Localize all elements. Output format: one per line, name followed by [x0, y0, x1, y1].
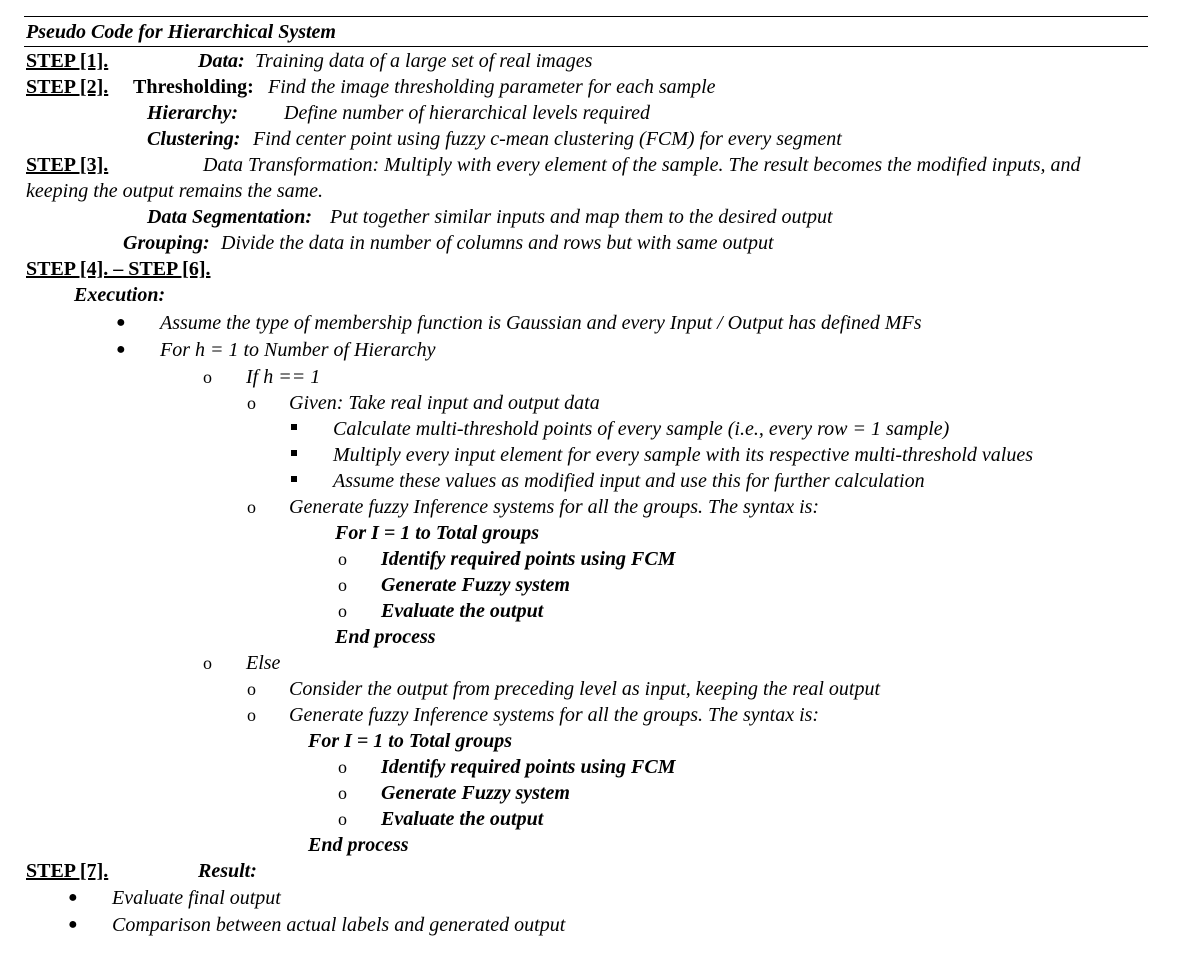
step2-label: STEP [2].: [26, 76, 109, 98]
step3-text-line1: Data Transformation: Multiply with every element of the sample. The result becomes the modified inputs, and: [203, 154, 1081, 176]
hierarchy-key: Hierarchy:: [147, 102, 239, 124]
hierarchy-text: Define number of hierarchical levels required: [284, 102, 651, 124]
given-line: Given: Take real input and output data: [289, 392, 600, 414]
circle-bullet-icon: o: [247, 705, 256, 725]
bullet-icon: ●: [116, 314, 126, 331]
action-generate-1: Generate Fuzzy system: [381, 574, 570, 596]
grouping-key: Grouping:: [123, 232, 210, 254]
bullet-icon: ●: [68, 889, 78, 906]
circle-bullet-icon: o: [338, 783, 347, 803]
clustering-key: Clustering:: [147, 128, 241, 150]
segmentation-text: Put together similar inputs and map them to the desired output: [330, 206, 833, 228]
circle-bullet-icon: o: [247, 497, 256, 517]
bullet-icon: ●: [68, 916, 78, 933]
circle-bullet-icon: o: [338, 601, 347, 621]
clustering-text: Find center point using fuzzy c-mean clustering (FCM) for every segment: [253, 128, 842, 150]
step4-6-label: STEP [4]. – STEP [6].: [26, 258, 211, 280]
segmentation-key: Data Segmentation:: [147, 206, 313, 228]
step2-text: Find the image thresholding parameter for each sample: [268, 76, 716, 98]
given-sub-3: Assume these values as modified input and use this for further calculation: [333, 470, 925, 492]
bullet-icon: ●: [116, 341, 126, 358]
step1-label: STEP [1].: [26, 50, 109, 72]
action-evaluate-1: Evaluate the output: [381, 600, 544, 622]
action-evaluate-2: Evaluate the output: [381, 808, 544, 830]
grouping-text: Divide the data in number of columns and rows but with same output: [221, 232, 774, 254]
execution-key: Execution:: [74, 284, 166, 306]
step1-key: Data:: [198, 50, 245, 72]
circle-bullet-icon: o: [247, 393, 256, 413]
circle-bullet-icon: o: [338, 809, 347, 829]
for-line-1: For I = 1 to Total groups: [335, 522, 540, 544]
step3-label: STEP [3].: [26, 154, 109, 176]
top-rule: [24, 16, 1148, 17]
action-identify-2: Identify required points using FCM: [381, 756, 676, 778]
exec-bullet-1: Assume the type of membership function is Gaussian and every Input / Output has defined MFs: [160, 312, 922, 334]
step1-text: Training data of a large set of real images: [255, 50, 593, 72]
end-process-2: End process: [308, 834, 409, 856]
if-line: If h == 1: [246, 366, 321, 388]
result-bullet-1: Evaluate final output: [112, 887, 281, 909]
step3-text-line2: keeping the output remains the same.: [26, 180, 323, 202]
for-line-2: For I = 1 to Total groups: [308, 730, 513, 752]
circle-bullet-icon: o: [203, 367, 212, 387]
step7-key: Result:: [198, 860, 257, 882]
action-generate-2: Generate Fuzzy system: [381, 782, 570, 804]
given-sub-2: Multiply every input element for every sample with its respective multi-threshold values: [333, 444, 1033, 466]
circle-bullet-icon: o: [203, 653, 212, 673]
generate-line-2: Generate fuzzy Inference systems for all the groups. The syntax is:: [289, 704, 820, 726]
generate-line-1: Generate fuzzy Inference systems for all the groups. The syntax is:: [289, 496, 820, 518]
end-process-1: End process: [335, 626, 436, 648]
circle-bullet-icon: o: [338, 575, 347, 595]
square-bullet-icon: [291, 450, 297, 456]
step7-label: STEP [7].: [26, 860, 109, 882]
square-bullet-icon: [291, 476, 297, 482]
circle-bullet-icon: o: [338, 549, 347, 569]
circle-bullet-icon: o: [338, 757, 347, 777]
square-bullet-icon: [291, 424, 297, 430]
given-sub-1: Calculate multi-threshold points of every sample (i.e., every row = 1 sample): [333, 418, 950, 440]
else-line: Else: [246, 652, 281, 674]
circle-bullet-icon: o: [247, 679, 256, 699]
header-rule: [24, 46, 1148, 47]
consider-line: Consider the output from preceding level as input, keeping the real output: [289, 678, 881, 700]
step2-key: Thresholding:: [133, 76, 254, 98]
action-identify-1: Identify required points using FCM: [381, 548, 676, 570]
result-bullet-2: Comparison between actual labels and generated output: [112, 914, 566, 936]
exec-bullet-2: For h = 1 to Number of Hierarchy: [160, 339, 436, 361]
table-title: Pseudo Code for Hierarchical System: [26, 21, 336, 43]
